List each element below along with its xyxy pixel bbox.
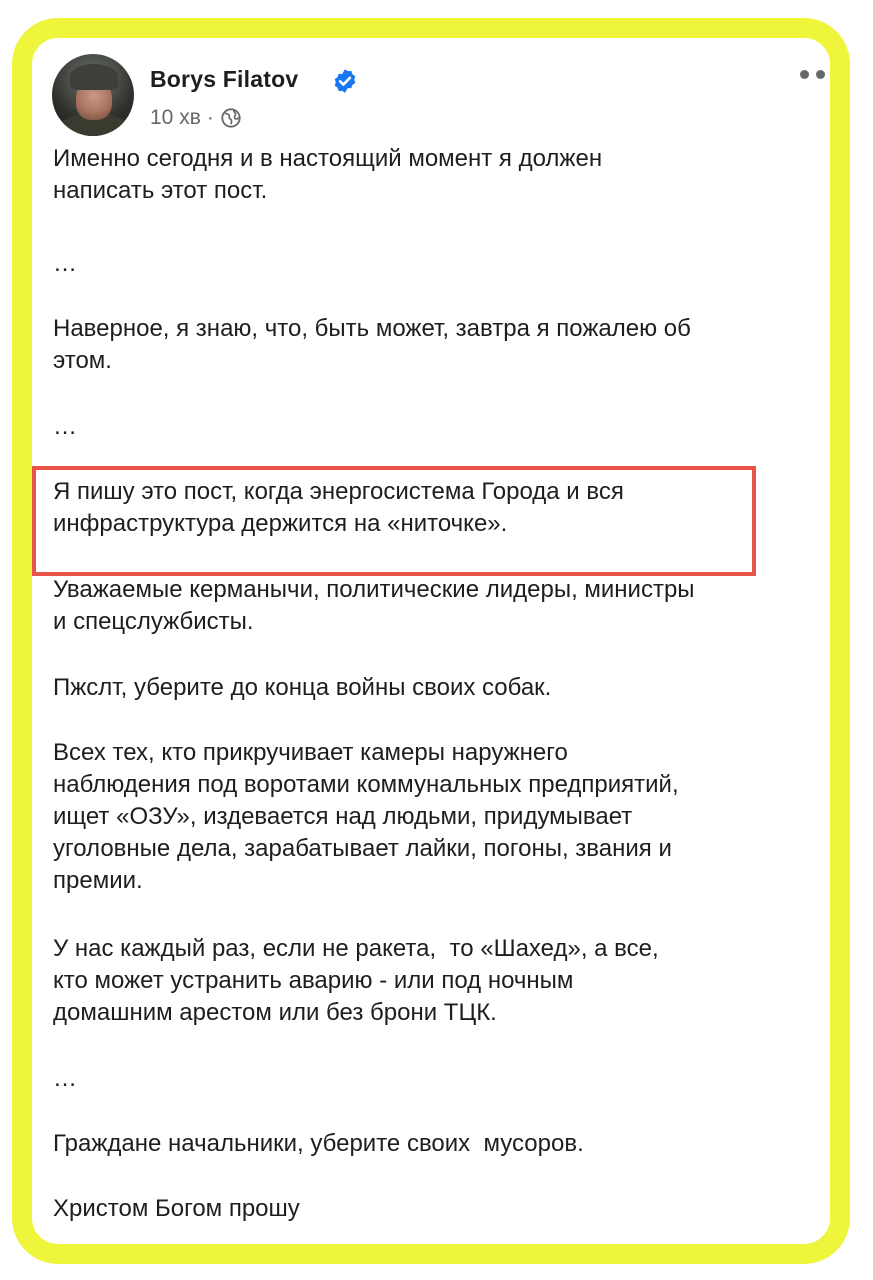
paragraph-ellipsis-3: … bbox=[53, 1065, 77, 1092]
avatar[interactable] bbox=[52, 54, 134, 136]
paragraph-7: Граждане начальники, уберите своих мусоров. bbox=[53, 1130, 584, 1157]
post-header bbox=[52, 46, 842, 146]
more-dot bbox=[800, 70, 809, 79]
post-meta bbox=[150, 106, 242, 130]
paragraph-8: Христом Богом прошу bbox=[53, 1195, 300, 1222]
post-time[interactable]: 10 хв bbox=[150, 106, 201, 129]
paragraph-4: Пжслт, уберите до конца войны своих собак. bbox=[53, 674, 552, 701]
paragraph-highlighted: Я пишу это пост, когда энергосистема Города и вся инфраструктура держится на «ниточке». bbox=[53, 478, 624, 537]
globe-icon[interactable] bbox=[220, 107, 242, 129]
paragraph-ellipsis-1: … bbox=[53, 250, 77, 277]
meta-separator: · bbox=[206, 106, 214, 129]
author-name[interactable]: Borys Filatov bbox=[150, 66, 299, 92]
more-options-icon[interactable] bbox=[800, 64, 840, 84]
paragraph-5: Всех тех, кто прикручивает камеры наружнего наблюдения под воротами коммунальных предприятий, ищет «ОЗУ», издевается над людьми, придумывает уголовные дела, зарабатывает лайки, погоны, звания и премии. bbox=[53, 739, 679, 894]
paragraph-1: Именно сегодня и в настоящий момент я должен написать этот пост. bbox=[53, 145, 603, 204]
highlight-box bbox=[32, 466, 756, 576]
more-dot bbox=[831, 70, 840, 79]
paragraph-6: У нас каждый раз, если не ракета, то «Шахед», а все, кто может устранить аварию - или под ночным домашним арестом или без брони ТЦК. bbox=[53, 935, 659, 1026]
verified-badge-icon bbox=[332, 68, 358, 94]
avatar-hat bbox=[70, 64, 118, 90]
paragraph-2: Наверное, я знаю, что, быть может, завтра я пожалею об этом. bbox=[53, 315, 691, 374]
highlight-frame bbox=[12, 18, 850, 1264]
paragraph-ellipsis-2: … bbox=[53, 413, 77, 440]
paragraph-3: Уважаемые керманычи, политические лидеры, министры и спецслужбисты. bbox=[53, 576, 695, 635]
more-dot bbox=[816, 70, 825, 79]
